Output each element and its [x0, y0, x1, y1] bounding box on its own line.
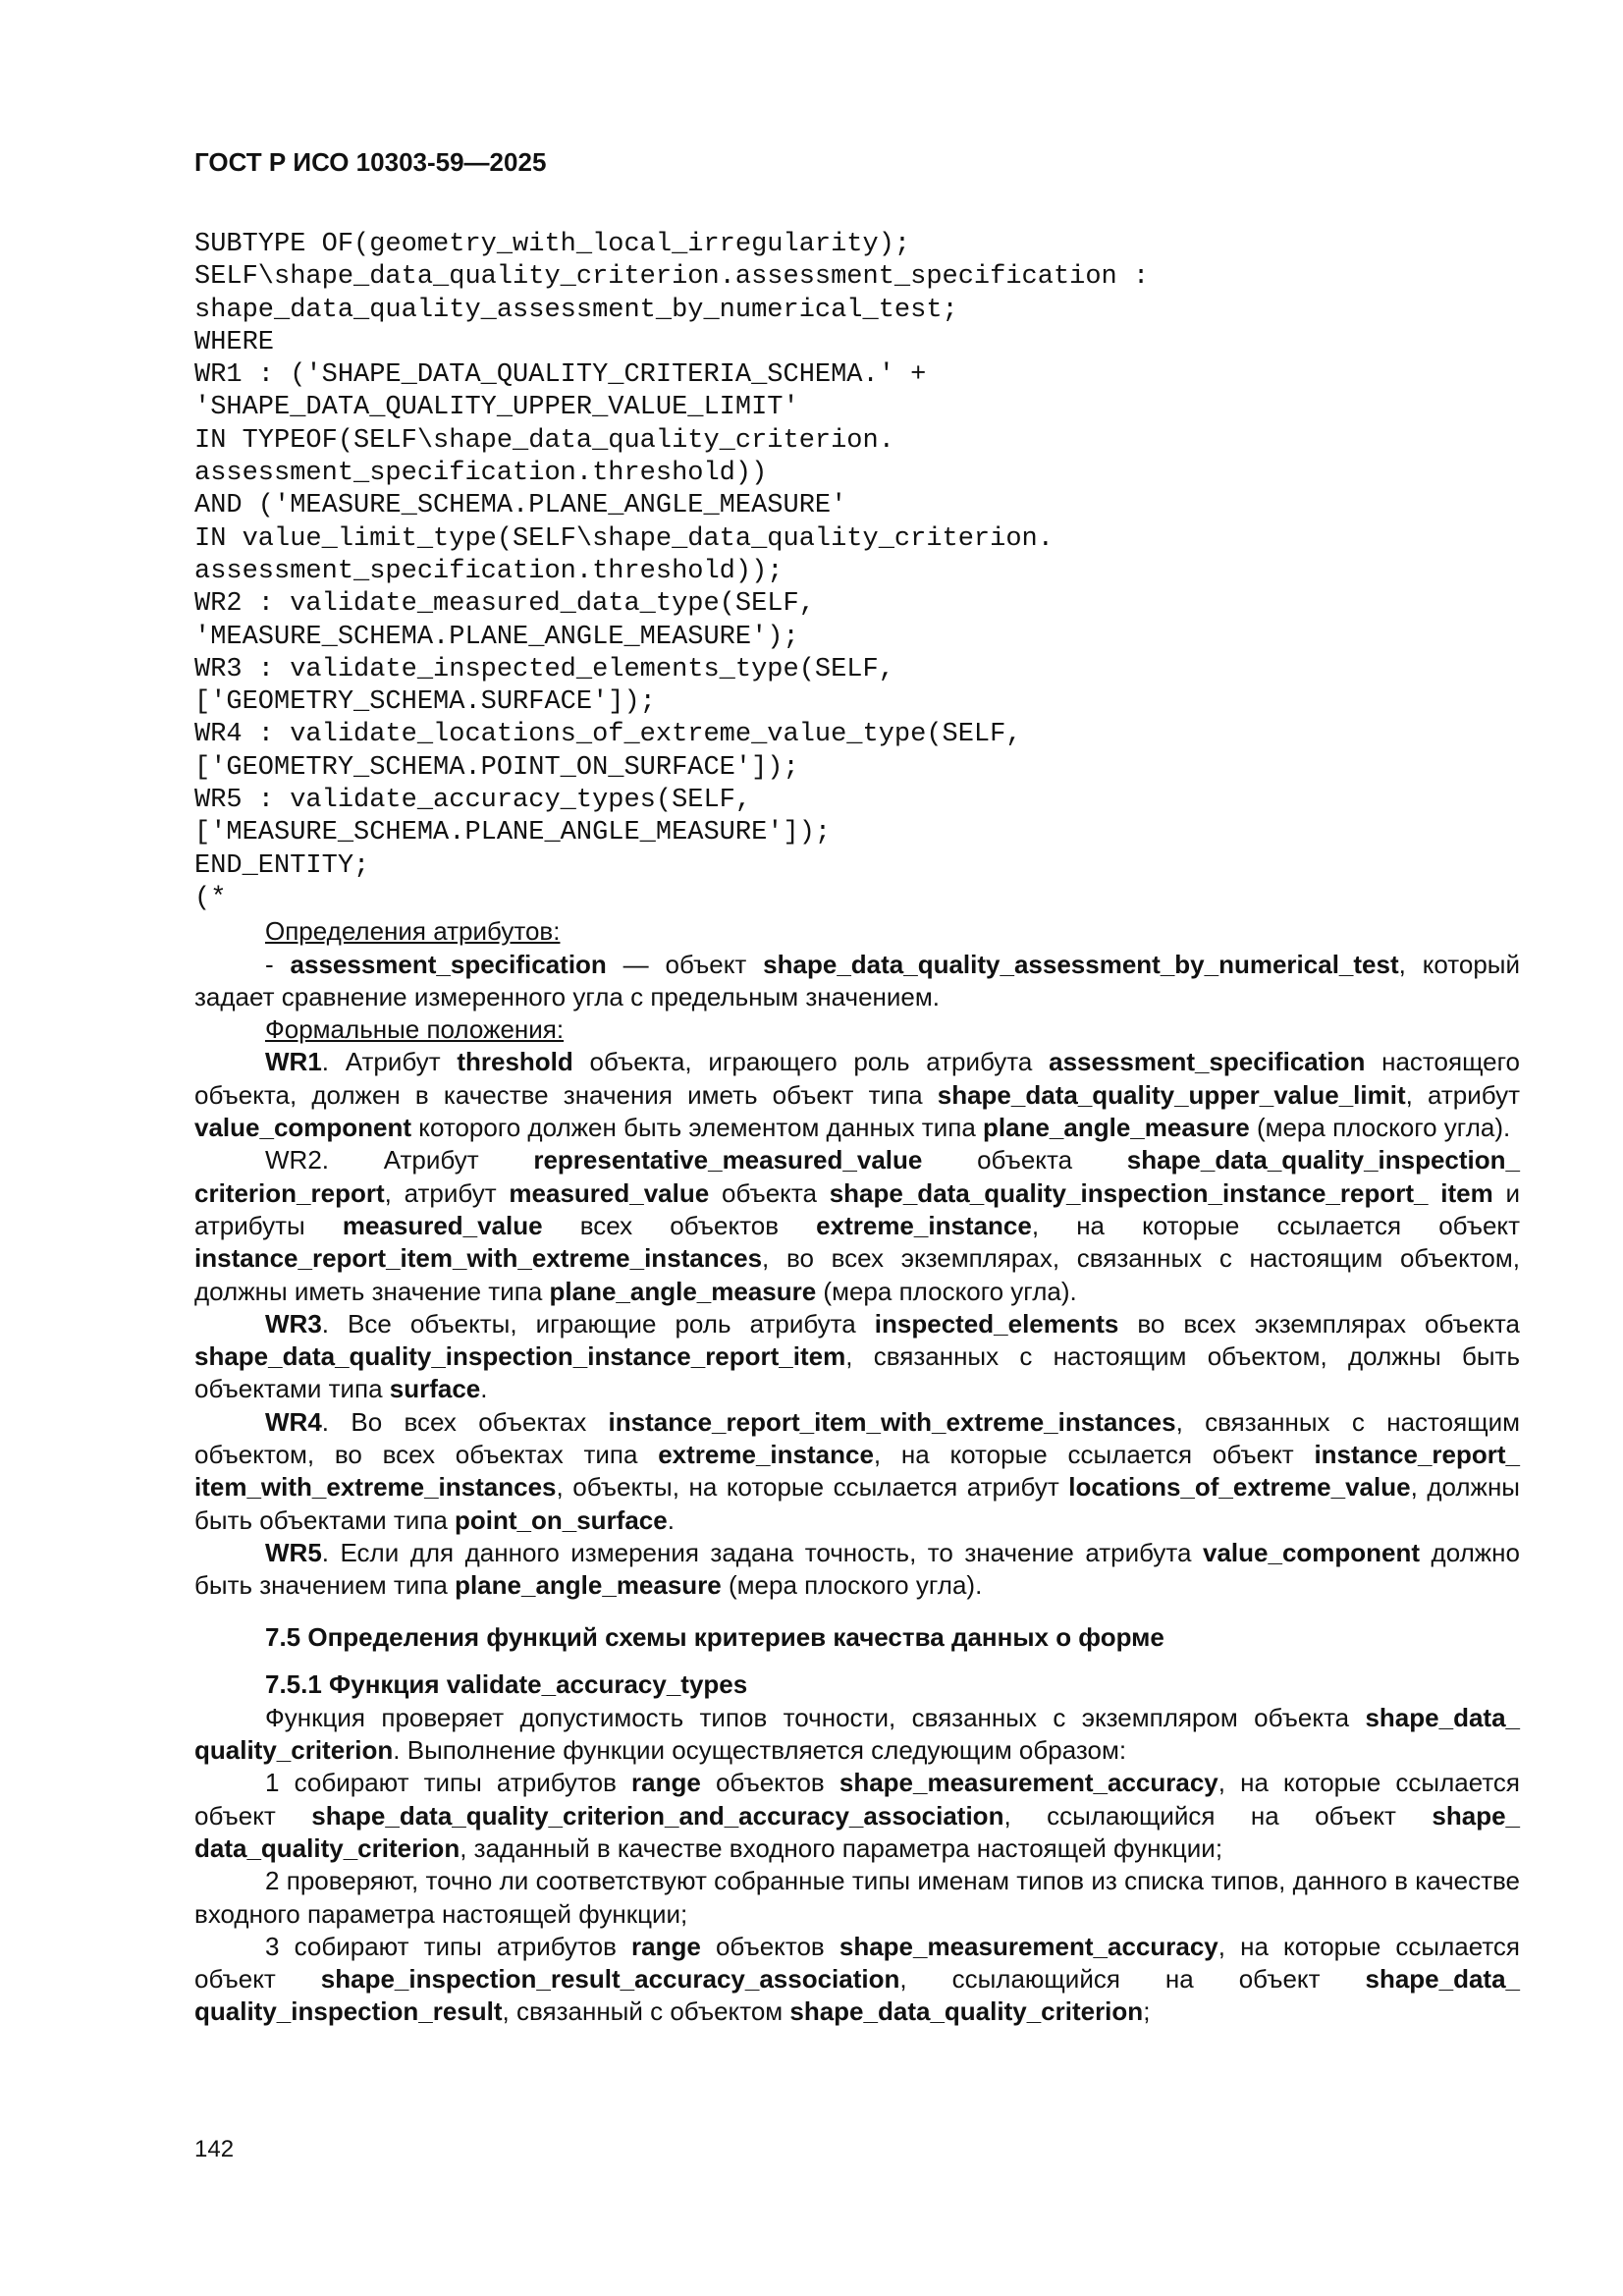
- code-line: IN TYPEOF(SELF\shape_data_quality_criterion.: [194, 425, 894, 456]
- code-line: WR2 : validate_measured_data_type(SELF,: [194, 589, 815, 620]
- subsection-heading: 7.5.1 Функция validate_accuracy_types: [265, 1669, 748, 1700]
- code-line: WR4 : validate_locations_of_extreme_value_type(SELF,: [194, 720, 1022, 750]
- code-line: ['GEOMETRY_SCHEMA.POINT_ON_SURFACE']);: [194, 752, 799, 783]
- code-line: SUBTYPE OF(geometry_with_local_irregularity);: [194, 230, 911, 259]
- code-line: ['GEOMETRY_SCHEMA.SURFACE']);: [194, 687, 656, 718]
- code-line: SELF\shape_data_quality_criterion.assessment_specification :: [194, 262, 1150, 293]
- code-line: AND ('MEASURE_SCHEMA.PLANE_ANGLE_MEASURE': [194, 491, 847, 521]
- express-code-block: [194, 229, 1520, 915]
- step-3: 3 собирают типы атрибутов range объектов shape_measurement_accuracy, на которые ссылается объект shape_inspection_result_accuracy_association, ссылающийся на объект shape_data_ quality_inspection_result, связанный с объектом shape_data_quality_criterion;: [194, 1931, 1521, 2027]
- step-2: 2 проверяют, точно ли соответствуют собранные типы именам типов из списка типов, данного в качестве входного параметра настоящей функции;: [194, 1866, 1520, 1929]
- code-line: WR3 : validate_inspected_elements_type(SELF,: [194, 654, 894, 684]
- code-line: IN value_limit_type(SELF\shape_data_quality_criterion.: [194, 523, 1054, 554]
- code-line: assessment_specification.threshold)): [194, 459, 768, 489]
- code-line: WHERE: [194, 327, 275, 357]
- rule-wr3: WR3. Все объекты, играющие роль атрибута inspected_elements во всех экземплярах объекта shape_data_quality_inspection_instance_report_item, связанных с настоящим объектом, должны быть объектами типа surface.: [194, 1308, 1520, 1404]
- rule-wr2: WR2. Атрибут representative_measured_value объекта shape_data_quality_inspection_ criterion_report, атрибут measured_value объекта shape_data_quality_inspection_instance_report_ item и атрибуты measured_value всех объектов extreme_instance, на которые ссылается объект instance_report_item_with_extreme_instances, во всех экземплярах, связанных с настоящим объектом, должны иметь значение типа plane_angle_measure (мера плоского угла).: [194, 1145, 1521, 1306]
- code-line: WR5 : validate_accuracy_types(SELF,: [194, 786, 752, 816]
- code-line: 'SHAPE_DATA_QUALITY_UPPER_VALUE_LIMIT': [194, 393, 799, 423]
- page-number: 142: [194, 2136, 235, 2162]
- rule-wr4: WR4. Во всех объектах instance_report_item_with_extreme_instances, связанных с настоящим объектом, во всех объектах типа extreme_instance, на которые ссылается объект instance_report_ item_with_extreme_instances, объекты, на которые ссылается атрибут locations_of_extreme_value, должны быть объектами типа point_on_surface.: [194, 1406, 1520, 1535]
- code-line: assessment_specification.threshold));: [194, 556, 784, 586]
- code-line: ['MEASURE_SCHEMA.PLANE_ANGLE_MEASURE']);: [194, 818, 832, 848]
- code-line: (*: [194, 883, 227, 913]
- rule-wr1: WR1. Атрибут threshold объекта, играющего роль атрибута assessment_specification настоящего объекта, должен в качестве значения иметь объект типа shape_data_quality_upper_value_limit, атрибут value_component которого должен быть элементом данных типа plane_angle_measure (мера плоского угла).: [194, 1047, 1521, 1143]
- code-line: END_ENTITY;: [194, 850, 370, 881]
- rule-wr5: WR5. Если для данного измерения задана точность, то значение атрибута value_component должно быть значением типа plane_angle_measure (мера плоского угла).: [194, 1537, 1520, 1601]
- step-1: 1 собирают типы атрибутов range объектов shape_measurement_accuracy, на которые ссылается объект shape_data_quality_criterion_and_accuracy_association, ссылающийся на объект shape_ data_quality_criterion, заданный в качестве входного параметра настоящей функции;: [194, 1768, 1521, 1863]
- section-heading: 7.5 Определения функций схемы критериев качества данных о форме: [265, 1622, 1164, 1653]
- body-text: [194, 915, 1520, 2029]
- code-line: WR1 : ('SHAPE_DATA_QUALITY_CRITERIA_SCHEMA.' +: [194, 360, 927, 391]
- code-line: 'MEASURE_SCHEMA.PLANE_ANGLE_MEASURE');: [194, 622, 799, 652]
- attribute-definition: - assessment_specification — объект shape_data_quality_assessment_by_numerical_test, который задает сравнение измеренного угла с предельным значением.: [194, 949, 1520, 1011]
- code-line: shape_data_quality_assessment_by_numerical_test;: [194, 295, 958, 325]
- document-page: [194, 147, 1520, 2029]
- formal-rules-heading: Формальные положения:: [265, 1014, 565, 1045]
- document-header: ГОСТ Р ИСО 10303-59—2025: [194, 147, 547, 177]
- attributes-heading: Определения атрибутов:: [265, 916, 561, 947]
- function-intro: Функция проверяет допустимость типов точности, связанных с экземпляром объекта shape_data_ quality_criterion. Выполнение функции осуществляется следующим образом:: [194, 1702, 1520, 1766]
